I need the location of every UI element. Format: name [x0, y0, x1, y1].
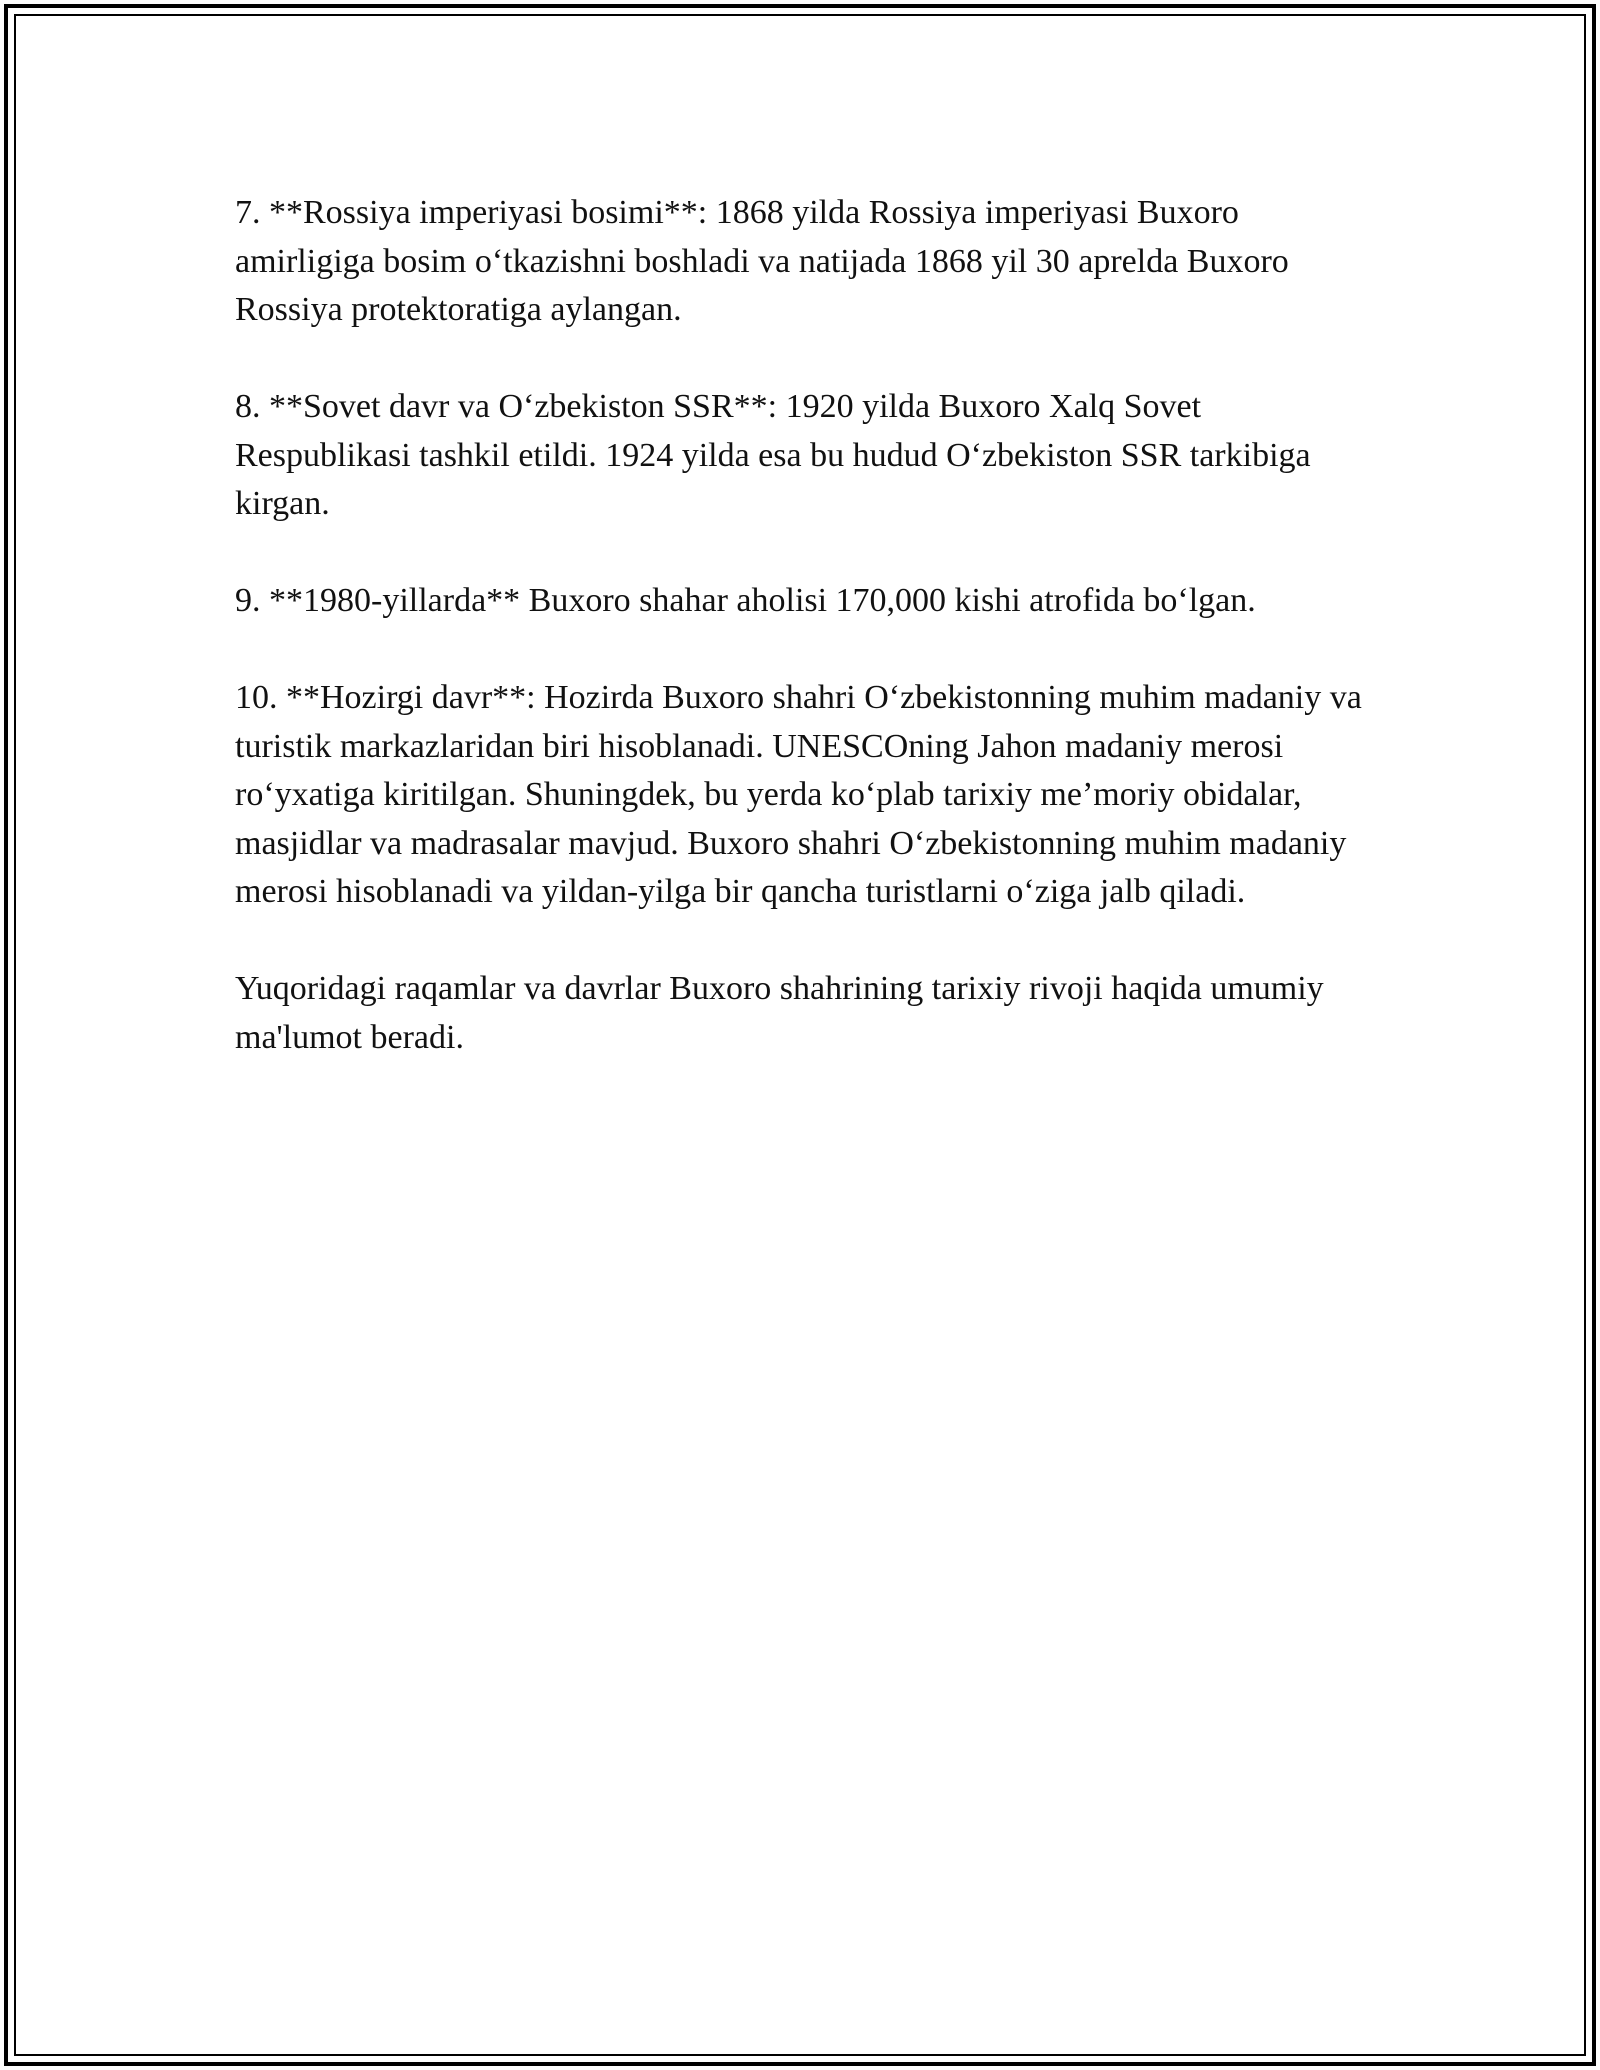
- paragraph-item-7: 7. **Rossiya imperiyasi bosimi**: 1868 yilda Rossiya imperiyasi Buxoro amirligiga bosim o‘tkazishni boshladi va natijada 1868 yil 30 aprelda Buxoro Rossiya protektoratiga aylangan.: [235, 194, 1289, 328]
- document-body: [235, 189, 1385, 1111]
- paragraph-item-10: 10. **Hozirgi davr**: Hozirda Buxoro shahri O‘zbekistonning muhim madaniy va turistik markazlaridan biri hisoblanadi. UNESCOning Jahon madaniy merosi ro‘yxatiga kiritilgan. Shuningdek, bu yerda ko‘plab tarixiy me’moriy obidalar, masjidlar va madrasalar mavjud. Buxoro shahri O‘zbekistonning muhim madaniy merosi hisoblanadi va yildan-yilga bir qancha turistlarni o‘ziga jalb qiladi.: [235, 679, 1362, 910]
- paragraph-summary: Yuqoridagi raqamlar va davrlar Buxoro shahrining tarixiy rivoji haqida umumiy ma'lumot beradi.: [235, 970, 1324, 1056]
- paragraph-item-9: 9. **1980-yillarda** Buxoro shahar aholisi 170,000 kishi atrofida bo‘lgan.: [235, 582, 1256, 619]
- paragraph-item-8: 8. **Sovet davr va O‘zbekiston SSR**: 1920 yilda Buxoro Xalq Sovet Respublikasi tashkil etildi. 1924 yilda esa bu hudud O‘zbekiston SSR tarkibiga kirgan.: [235, 388, 1311, 522]
